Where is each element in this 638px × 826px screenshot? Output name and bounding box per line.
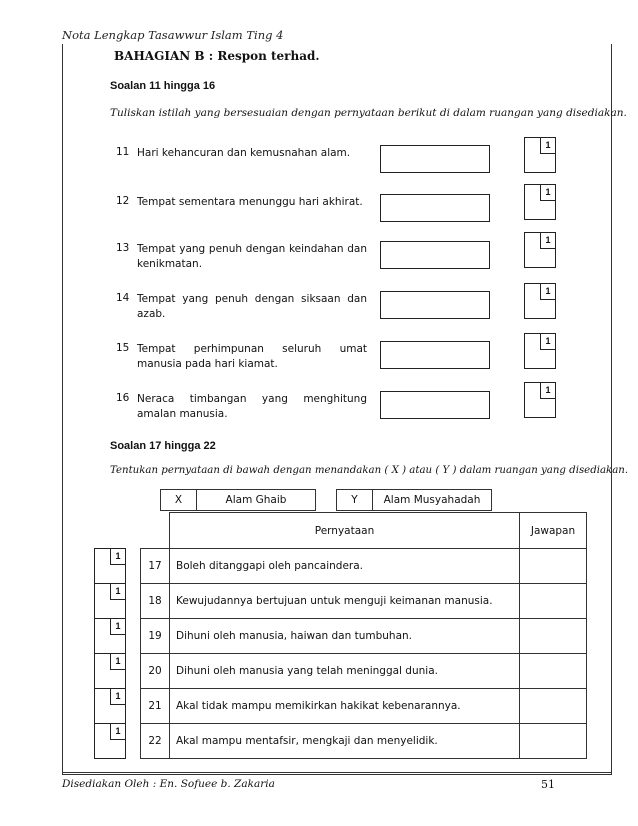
- mark-box: [94, 618, 126, 654]
- row-statement: Dihuni oleh manusia, haiwan dan tumbuhan.: [170, 619, 520, 654]
- mark-box: [94, 583, 126, 619]
- part1-instruction: Tuliskan istilah yang bersesuaian dengan pernyataan berikut di dalam ruangan yang disediakan.: [110, 107, 627, 119]
- table-row: [141, 654, 587, 689]
- question-text: Neraca timbangan yang menghitung amalan manusia.: [137, 393, 367, 420]
- mark-box: [524, 184, 556, 220]
- answer-box-11[interactable]: [380, 145, 490, 173]
- question-number: 15: [116, 342, 130, 354]
- answer-box-12[interactable]: [380, 194, 490, 222]
- row-number: 18: [141, 584, 170, 619]
- table-row: [141, 584, 587, 619]
- mark-value: 1: [110, 654, 125, 670]
- mark-value: 1: [540, 233, 555, 249]
- section-title: BAHAGIAN B : Respon terhad.: [114, 49, 320, 63]
- table-corner: [141, 513, 170, 549]
- answer-box-16[interactable]: [380, 391, 490, 419]
- mark-value: 1: [540, 334, 555, 350]
- answer-cell-18[interactable]: [520, 584, 587, 619]
- question-number: 14: [116, 292, 130, 304]
- mark-box: [524, 137, 556, 173]
- legend-x-label: Alam Ghaib: [196, 489, 316, 511]
- question-number: 11: [116, 146, 130, 158]
- answer-cell-22[interactable]: [520, 724, 587, 759]
- header-title: Nota Lengkap Tasawwur Islam Ting 4: [62, 28, 284, 42]
- answer-cell-19[interactable]: [520, 619, 587, 654]
- legend: [160, 489, 490, 511]
- mark-box: [524, 382, 556, 418]
- mark-value: 1: [110, 549, 125, 565]
- row-number: 20: [141, 654, 170, 689]
- statement-table: [140, 512, 587, 759]
- answer-cell-21[interactable]: [520, 689, 587, 724]
- mark-box: [524, 232, 556, 268]
- part2-heading: Soalan 17 hingga 22: [110, 440, 216, 452]
- question-text: Tempat perhimpunan seluruh umat manusia pada hari kiamat.: [137, 343, 367, 370]
- row-number: 22: [141, 724, 170, 759]
- question-text: Tempat sementara menunggu hari akhirat.: [137, 196, 363, 208]
- answer-box-13[interactable]: [380, 241, 490, 269]
- footer-author: Disediakan Oleh : En. Sofuee b. Zakaria: [62, 778, 275, 790]
- mark-value: 1: [540, 383, 555, 399]
- row-statement: Kewujudannya bertujuan untuk menguji keimanan manusia.: [170, 584, 520, 619]
- table-row: [141, 619, 587, 654]
- answer-box-14[interactable]: [380, 291, 490, 319]
- row-statement: Dihuni oleh manusia yang telah meninggal dunia.: [170, 654, 520, 689]
- row-number: 17: [141, 549, 170, 584]
- mark-value: 1: [540, 284, 555, 300]
- row-statement: Boleh ditanggapi oleh pancaindera.: [170, 549, 520, 584]
- mark-value: 1: [110, 584, 125, 600]
- legend-y-label: Alam Musyahadah: [372, 489, 492, 511]
- answer-box-15[interactable]: [380, 341, 490, 369]
- mark-value: 1: [110, 619, 125, 635]
- table-row: [141, 689, 587, 724]
- answer-cell-20[interactable]: [520, 654, 587, 689]
- question-text: Tempat yang penuh dengan keindahan dan kenikmatan.: [137, 243, 367, 270]
- answer-cell-17[interactable]: [520, 549, 587, 584]
- footer-divider: [62, 772, 612, 773]
- header-statement: Pernyataan: [170, 513, 520, 549]
- mark-value: 1: [110, 724, 125, 740]
- part1-heading: Soalan 11 hingga 16: [110, 80, 216, 92]
- mark-box: [94, 723, 126, 759]
- mark-box: [94, 688, 126, 724]
- page-number: 51: [541, 778, 555, 791]
- legend-y-code: Y: [336, 489, 373, 511]
- header-answer: Jawapan: [520, 513, 587, 549]
- question-number: 13: [116, 242, 130, 254]
- row-number: 21: [141, 689, 170, 724]
- question-text: Hari kehancuran dan kemusnahan alam.: [137, 147, 351, 159]
- row-number: 19: [141, 619, 170, 654]
- table-row: [141, 549, 587, 584]
- row-statement: Akal mampu mentafsir, mengkaji dan menyelidik.: [170, 724, 520, 759]
- question-number: 12: [116, 195, 130, 207]
- table-row: [141, 724, 587, 759]
- mark-value: 1: [110, 689, 125, 705]
- mark-box: [524, 333, 556, 369]
- question-number: 16: [116, 392, 130, 404]
- row-statement: Akal tidak mampu memikirkan hakikat kebenarannya.: [170, 689, 520, 724]
- legend-x-code: X: [160, 489, 197, 511]
- part2-instruction: Tentukan pernyataan di bawah dengan menandakan ( X ) atau ( Y ) dalam ruangan yang disediakan.: [110, 465, 629, 476]
- question-text: Tempat yang penuh dengan siksaan dan azab.: [137, 293, 367, 320]
- mark-box: [94, 653, 126, 689]
- mark-value: 1: [540, 185, 555, 201]
- mark-value: 1: [540, 138, 555, 154]
- mark-box: [524, 283, 556, 319]
- mark-box: [94, 548, 126, 584]
